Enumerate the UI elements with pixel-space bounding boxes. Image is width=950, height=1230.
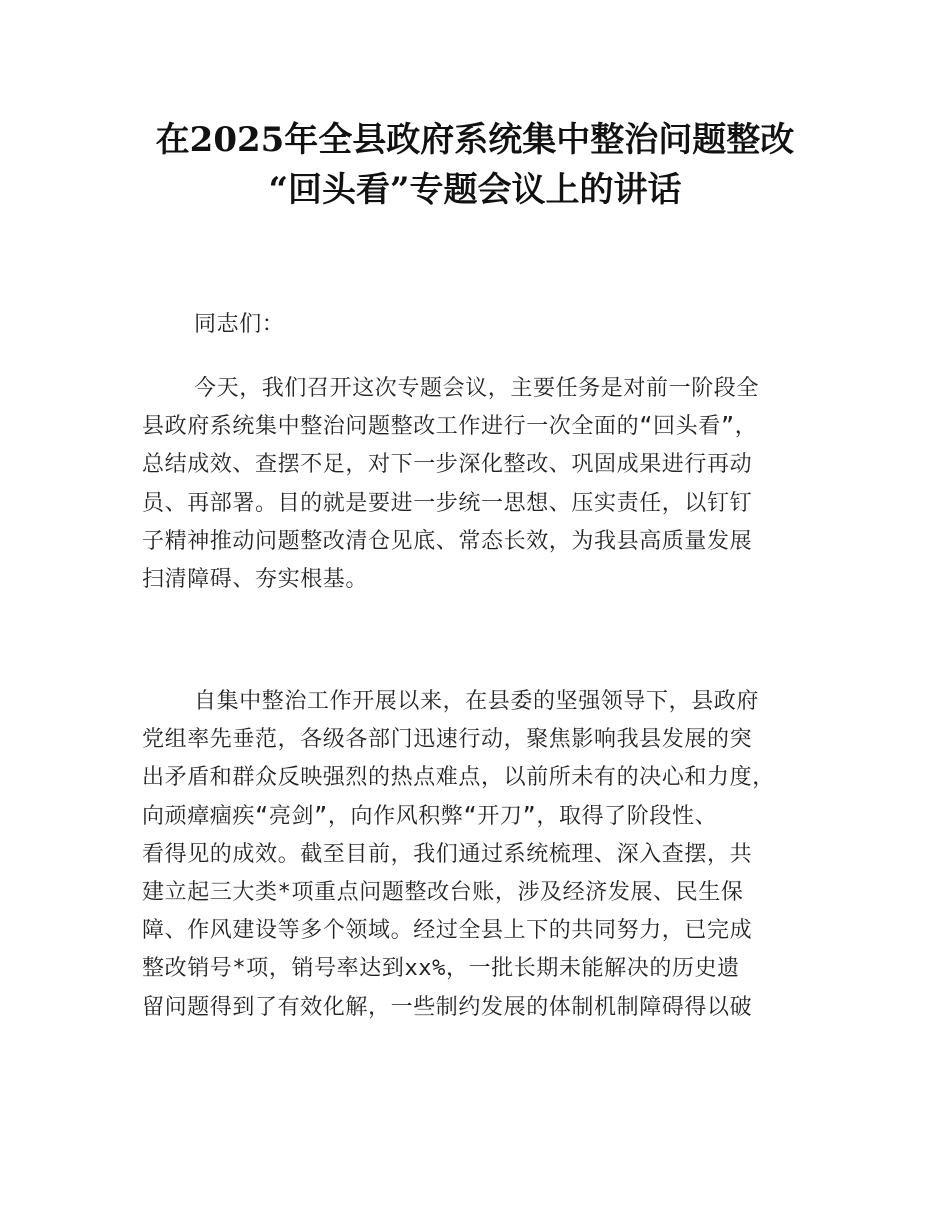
paragraph-1-line: 子精神推动问题整改清仓见底、常态长效，为我县高质量发展	[142, 528, 753, 554]
body-paragraph-1	[142, 370, 832, 599]
paragraph-2-line: 建立起三大类*项重点问题整改台账，涉及经济发展、民生保	[142, 880, 744, 906]
paragraph-1-line: 扫清障碍、夯实根基。	[142, 567, 369, 593]
paragraph-2-line: 党组率先垂范，各级各部门迅速行动，聚焦影响我县发展的突	[142, 727, 753, 753]
salutation-paragraph	[142, 306, 832, 344]
paragraph-2-line: 看得见的成效。截至目前，我们通过系统梳理、深入查摆，共	[142, 841, 753, 867]
paragraph-2-line: 留问题得到了有效化解，一些制约发展的体制机制障碍得以破	[142, 994, 753, 1020]
paragraph-1-line: 今天，我们召开这次专题会议，主要任务是对前一阶段全	[194, 376, 760, 401]
body-paragraph-2	[142, 683, 832, 1027]
paragraph-1-line: 总结成效、查摆不足，对下一步深化整改、巩固成果进行再动	[142, 452, 753, 478]
paragraph-1-line: 员、再部署。目的就是要进一步统一思想、压实责任，以钉钉	[142, 490, 753, 516]
paragraph-1-line: 县政府系统集中整治问题整改工作进行一次全面的“回头看”，	[142, 414, 758, 440]
document-title-line-2: “回头看”专题会议上的讲话	[268, 170, 682, 210]
paragraph-2-line: 自集中整治工作开展以来，在县委的坚强领导下，县政府	[194, 689, 760, 714]
paragraph-2-line: 整改销号*项，销号率达到xx%，一批长期未能解决的历史遗	[142, 956, 740, 982]
paragraph-2-line: 障、作风建设等多个领域。经过全县上下的共同努力，已完成	[142, 918, 753, 944]
paragraph-2-line: 出矛盾和群众反映强烈的热点难点，以前所未有的决心和力度，	[142, 765, 775, 791]
paragraph-2-line: 向顽瘴痼疾“亮剑”，向作风积弊“开刀”，取得了阶段性、	[142, 803, 718, 829]
document-title-line-1: 在2025年全县政府系统集中整治问题整改	[155, 120, 795, 160]
salutation: 同志们：	[194, 312, 285, 337]
